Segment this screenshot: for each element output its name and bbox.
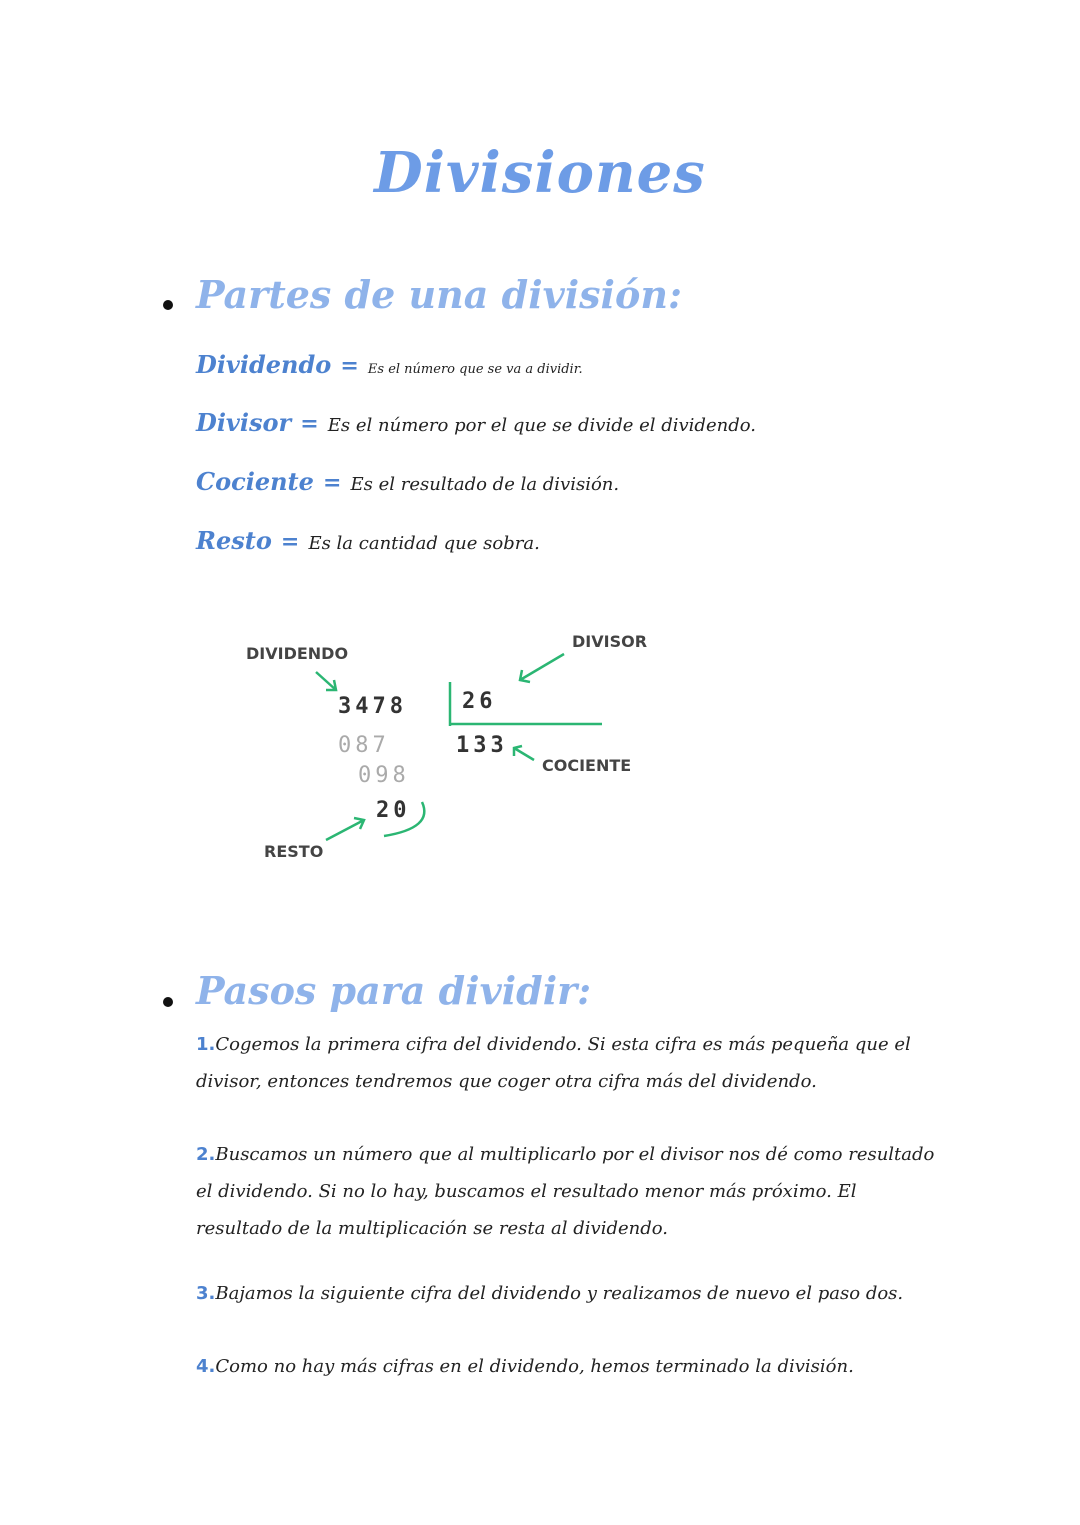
step-3: [196, 1275, 936, 1312]
bullet-icon: [163, 997, 173, 1007]
definition-divisor: [196, 408, 756, 437]
remainder-curve: [384, 802, 424, 836]
step-number: 4.: [196, 1356, 216, 1377]
arrow-divisor: [520, 654, 564, 682]
step-text: Bajamos la siguiente cifra del dividendo y realizamos de nuevo el paso dos.: [215, 1283, 904, 1304]
arrow-dividendo: [316, 672, 336, 690]
section-heading-partes: Partes de una división:: [196, 272, 682, 317]
definition-text: Es el número por el que se divide el dividendo.: [327, 415, 756, 436]
step-4: [196, 1348, 936, 1385]
definition-cociente: [196, 467, 619, 496]
definition-text: Es el resultado de la división.: [350, 474, 620, 495]
step-2: [196, 1136, 936, 1247]
step-number: 2.: [196, 1144, 216, 1165]
dividend-number: 3478: [338, 694, 407, 719]
step-1: [196, 1026, 936, 1100]
bullet-icon: [163, 300, 173, 310]
partial-remainder-2: 098: [358, 763, 410, 788]
step-text: Como no hay más cifras en el dividendo, hemos terminado la división.: [215, 1356, 854, 1377]
step-text: Buscamos un número que al multiplicarlo por el divisor nos dé como resultado el dividendo. Si no lo hay, buscamos el resultado menor más próximo. El resultado de la multiplicación se resta al dividendo.: [196, 1144, 935, 1239]
definition-term: Resto: [196, 526, 272, 555]
partial-remainder-1: 087: [338, 733, 390, 758]
definition-equals: =: [300, 411, 319, 437]
remainder-number: 20: [376, 798, 411, 823]
diagram-lines: [220, 600, 680, 890]
arrow-cociente: [514, 746, 534, 760]
section-heading-pasos: Pasos para dividir:: [196, 968, 592, 1013]
step-number: 3.: [196, 1283, 216, 1304]
definition-term: Dividendo: [196, 350, 332, 379]
step-text: Cogemos la primera cifra del dividendo. Si esta cifra es más pequeña que el divisor, entonces tendremos que coger otra cifra más del dividendo.: [196, 1034, 911, 1092]
label-cociente: COCIENTE: [542, 756, 632, 775]
definition-text: Es la cantidad que sobra.: [308, 533, 540, 554]
label-dividendo: DIVIDENDO: [246, 644, 349, 663]
division-diagram: [220, 600, 680, 890]
definition-dividendo: [196, 350, 583, 379]
definition-term: Cociente: [196, 467, 314, 496]
definition-equals: =: [280, 529, 300, 555]
divisor-number: 26: [462, 689, 497, 714]
definition-text: Es el número que se va a dividir.: [367, 362, 583, 377]
definition-equals: =: [323, 470, 342, 496]
definition-term: Divisor: [196, 408, 292, 437]
page-title: Divisiones: [374, 140, 706, 206]
definition-resto: [196, 526, 540, 555]
label-resto: RESTO: [264, 842, 324, 861]
arrow-resto: [326, 818, 364, 840]
label-divisor: DIVISOR: [572, 632, 648, 651]
step-number: 1.: [196, 1034, 216, 1055]
quotient-number: 133: [456, 733, 508, 758]
definition-equals: =: [340, 353, 359, 379]
